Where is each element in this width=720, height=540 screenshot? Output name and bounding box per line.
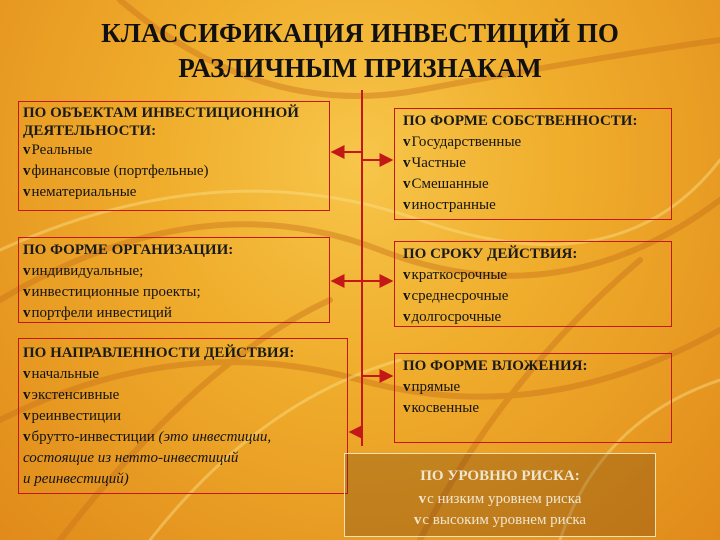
page-title	[0, 16, 720, 86]
note-line-1: (это инвестиции,	[154, 429, 272, 445]
bullet-icon: v	[23, 163, 31, 179]
list-item: vиностранные	[403, 197, 496, 213]
bullet-icon: v	[23, 142, 31, 158]
bullet-icon: v	[403, 176, 411, 192]
list-item: vРеальные	[23, 142, 93, 158]
box-heading: ПО СРОКУ ДЕЙСТВИЯ:	[403, 246, 578, 262]
bullet-icon: v	[23, 387, 31, 403]
bullet-icon: v	[403, 288, 411, 304]
box-heading: ПО ФОРМЕ ОРГАНИЗАЦИИ:	[23, 242, 234, 258]
bullet-icon: v	[403, 155, 411, 171]
box-by-investment-form	[394, 353, 672, 443]
bullet-icon: v	[23, 366, 31, 382]
heading-line-1: ПО ОБЪЕКТАМ ИНВЕСТИЦИОННОЙ	[23, 105, 299, 121]
bullet-icon: v	[23, 408, 31, 424]
heading-line-2: ДЕЯТЕЛЬНОСТИ:	[23, 123, 157, 139]
box-heading: ПО НАПРАВЛЕННОСТИ ДЕЙСТВИЯ:	[23, 345, 295, 361]
box-heading: ПО ФОРМЕ СОБСТВЕННОСТИ:	[403, 113, 638, 129]
note-line-2: состоящие из нетто-инвестиций	[23, 450, 239, 466]
list-item: vкраткосрочные	[403, 267, 508, 283]
box-heading	[23, 104, 325, 140]
list-item: vфинансовые (портфельные)	[23, 163, 209, 179]
box-by-risk-level	[344, 453, 656, 537]
list-item: vначальные	[23, 366, 100, 382]
box-by-organization-form	[18, 237, 330, 323]
list-item: vреинвестиции	[23, 408, 122, 424]
box-by-term	[394, 241, 672, 327]
box-heading: ПО УРОВНЮ РИСКА:	[420, 468, 580, 484]
bullet-icon: v	[403, 400, 411, 416]
list-item: vс высоким уровнем риска	[413, 512, 587, 528]
bullet-icon: v	[403, 134, 411, 150]
box-by-direction	[18, 338, 348, 494]
bullet-icon: v	[403, 197, 411, 213]
box-by-ownership	[394, 108, 672, 220]
list-item: vпрямые	[403, 379, 461, 395]
list-item: vдолгосрочные	[403, 309, 502, 325]
list-item: vэкстенсивные	[23, 387, 120, 403]
box-by-investment-objects	[18, 101, 330, 211]
bullet-icon: v	[403, 309, 411, 325]
title-line-2: РАЗЛИЧНЫМ ПРИЗНАКАМ	[178, 53, 542, 83]
bullet-icon: v	[23, 184, 31, 200]
bullet-icon: v	[413, 512, 422, 528]
bullet-icon: v	[403, 379, 411, 395]
title-line-1: КЛАССИФИКАЦИЯ ИНВЕСТИЦИЙ ПО	[101, 18, 619, 48]
list-item: vпортфели инвестиций	[23, 305, 172, 321]
bullet-icon: v	[418, 491, 427, 507]
list-item: vинвестиционные проекты;	[23, 284, 201, 300]
bullet-icon: v	[403, 267, 411, 283]
list-item: vс низким уровнем риска	[418, 491, 582, 507]
bullet-icon: v	[23, 284, 31, 300]
list-item: vЧастные	[403, 155, 466, 171]
list-item: vнематериальные	[23, 184, 137, 200]
box-heading: ПО ФОРМЕ ВЛОЖЕНИЯ:	[403, 358, 588, 374]
bullet-icon: v	[23, 305, 31, 321]
bullet-icon: v	[23, 429, 31, 445]
list-item: vГосударственные	[403, 134, 522, 150]
list-item: vсреднесрочные	[403, 288, 509, 304]
bullet-icon: v	[23, 263, 31, 279]
list-item: vСмешанные	[403, 176, 489, 192]
list-item: vиндивидуальные;	[23, 263, 144, 279]
list-item: vбрутто-инвестиции (это инвестиции,	[23, 429, 272, 445]
list-item: vкосвенные	[403, 400, 479, 416]
note-line-3: и реинвестиций)	[23, 471, 129, 487]
